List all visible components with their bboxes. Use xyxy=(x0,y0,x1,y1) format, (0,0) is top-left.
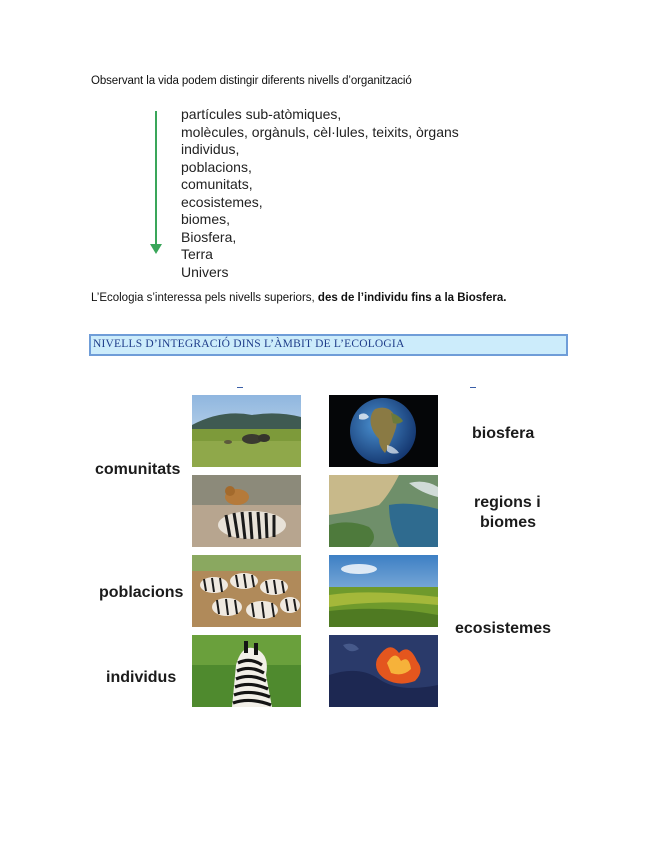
down-arrow-icon xyxy=(150,244,162,254)
small-dash-right xyxy=(470,387,476,388)
zebra-herd-photo xyxy=(192,555,301,627)
level-item: molècules, orgànuls, cèl·lules, teixits, òrgans xyxy=(181,123,459,140)
summary-plain: L’Ecologia s’interessa pels nivells superiors, xyxy=(91,292,318,304)
lion-zebra-photo xyxy=(192,475,301,547)
label-biomes: biomes xyxy=(480,514,537,531)
level-item: Terra xyxy=(181,246,213,262)
level-item: ecosistemes, xyxy=(181,193,263,210)
label-individus: individus xyxy=(106,669,177,686)
section-heading-box xyxy=(89,334,568,356)
summary-paragraph xyxy=(91,292,506,304)
down-arrow-line xyxy=(155,111,157,247)
level-item: partícules sub-atòmiques, xyxy=(181,106,342,122)
level-item: Univers xyxy=(181,263,229,280)
savanna-photo xyxy=(192,395,301,467)
label-comunitats: comunitats xyxy=(95,461,181,478)
forest-fire-photo xyxy=(329,635,438,707)
organization-levels-list xyxy=(181,106,459,281)
label-biosfera: biosfera xyxy=(472,425,535,442)
level-item: individus, xyxy=(181,141,240,157)
intro-text: Observant la vida podem distingir diferents nivells d’organització xyxy=(91,75,412,87)
summary-bold: des de l’individu fins a la Biosfera. xyxy=(317,292,507,304)
zebra-closeup-photo xyxy=(192,635,301,707)
level-item: poblacions, xyxy=(181,158,252,175)
label-poblacions: poblacions xyxy=(99,584,184,601)
earth-photo xyxy=(329,395,438,467)
label-regions-i: regions i xyxy=(474,494,541,511)
ecosystem-landscape-photo xyxy=(329,555,438,627)
label-ecosistemes: ecosistemes xyxy=(455,620,552,637)
level-item: comunitats, xyxy=(181,176,253,192)
level-item: Biosfera, xyxy=(181,228,237,245)
satellite-biome-photo xyxy=(329,475,438,547)
section-title: NIVELLS D’INTEGRACIÓ DINS L’ÀMBIT DE L’ECOLOGIA xyxy=(93,338,405,350)
level-item: biomes, xyxy=(181,211,231,227)
small-dash-left xyxy=(237,387,243,388)
